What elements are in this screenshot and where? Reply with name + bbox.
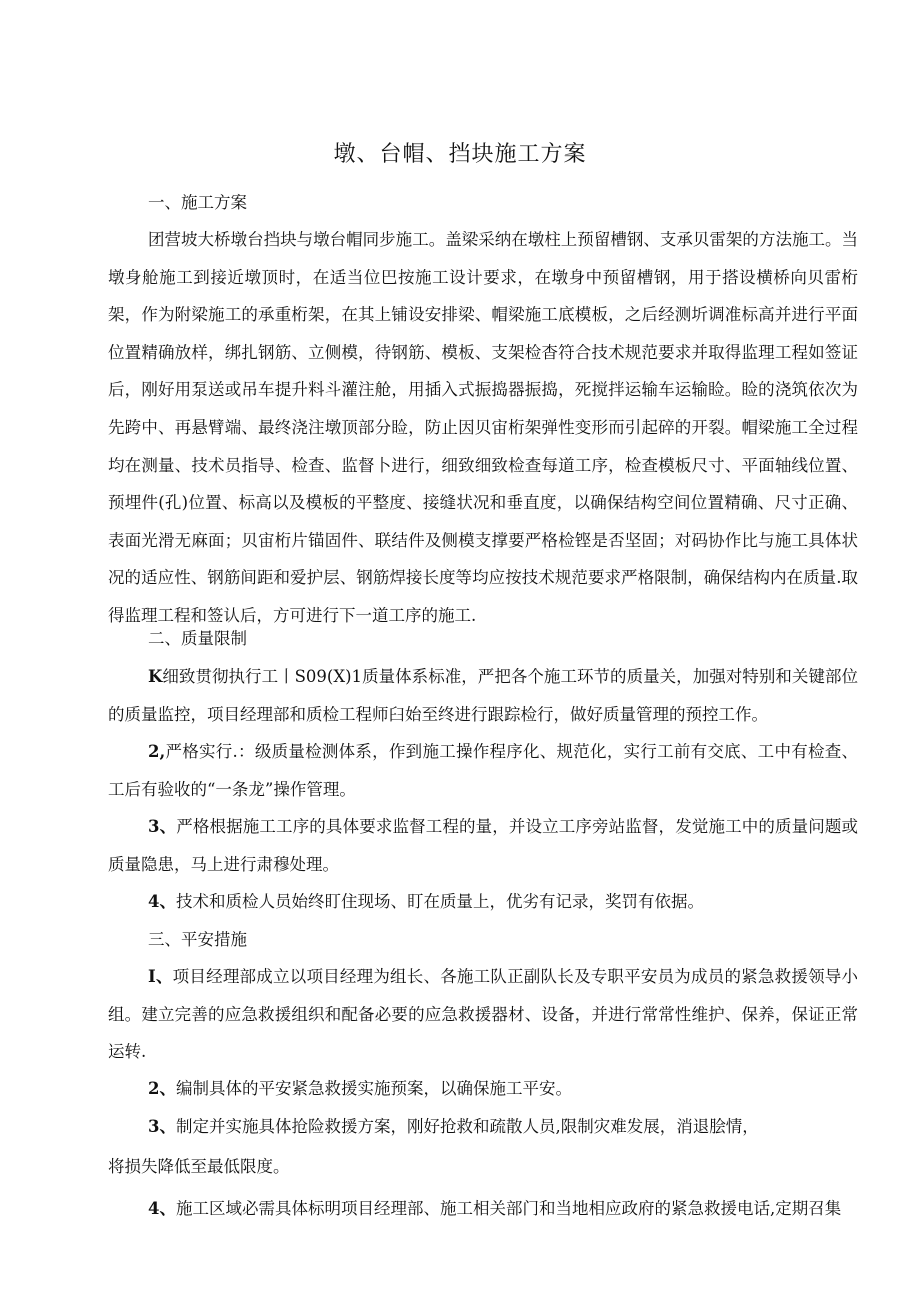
paragraph-text: 严格实行.：级质量检测体系，作到施工操作程序化、规范化，实行工前有交底、工中有检查、工后有验收的“一条龙”操作管理。 bbox=[108, 742, 858, 799]
paragraph-text: 细致贯彻执行工丨S09(X)1质量体系标准，严把各个施工环节的质量关，加强对特别和关键部位的质量监控，项目经理部和质检工程师臼始至终进行跟踪检行，做好质量管理的预控工作。 bbox=[108, 667, 858, 724]
section-heading-safety-measures: 三、平安措施 bbox=[148, 930, 247, 949]
section-heading-construction-plan: 一、施工方案 bbox=[148, 193, 247, 212]
paragraph-text: 施工区域必需具体标明项目经理部、施工相关部门和当地相应政府的紧急救援电话,定期召集 bbox=[175, 1199, 842, 1218]
paragraph-lead: 2, bbox=[148, 742, 166, 761]
paragraph-lead: I、 bbox=[148, 967, 173, 986]
paragraph-text: 编制具体的平安紧急救援实施预案，以确保施工平安。 bbox=[175, 1079, 572, 1098]
paragraph-lead: 4、 bbox=[148, 1199, 176, 1218]
paragraph-lead: 3、 bbox=[148, 1117, 176, 1136]
paragraph-quality-2 bbox=[108, 733, 858, 808]
paragraph-lead: K bbox=[148, 667, 163, 686]
paragraph-text: 严格根据施工工序的具体要求监督工程的量，并设立工序旁站监督，发觉施工中的质量问题或质量隐患，马上进行肃穆处理。 bbox=[108, 817, 859, 874]
paragraph-quality-1 bbox=[108, 658, 858, 733]
paragraph-safety-3-continued bbox=[108, 1148, 858, 1186]
paragraph-construction-plan bbox=[108, 221, 858, 635]
paragraph-lead: 2、 bbox=[148, 1079, 176, 1098]
document-title: 墩、台帽、挡块施工方案 bbox=[333, 142, 587, 167]
paragraph-quality-4 bbox=[108, 883, 858, 921]
paragraph-text: 项目经理部成立以项目经理为组长、各施工队正副队长及专职平安员为成员的紧急救援领导小组。建立完善的应急救援组织和配备必要的应急救援器材、设备，并进行常常性维护、保养，保证正常运转. bbox=[108, 967, 859, 1062]
paragraph-text: 制定并实施具体抢险救援方案，刚好抢救和疏散人员,限制灾难发展，消退脍情， bbox=[175, 1117, 759, 1136]
paragraph-quality-3 bbox=[108, 808, 858, 883]
paragraph-lead: 3、 bbox=[148, 817, 177, 836]
paragraph-safety-2 bbox=[108, 1070, 858, 1108]
paragraph-lead: 4、 bbox=[148, 892, 176, 911]
paragraph-safety-3 bbox=[108, 1108, 858, 1146]
paragraph-safety-1 bbox=[108, 958, 858, 1071]
paragraph-safety-4 bbox=[108, 1190, 858, 1228]
paragraph-text: 将损失降低至最低限度。 bbox=[108, 1157, 290, 1176]
section-heading-quality-control: 二、质量限制 bbox=[148, 629, 247, 648]
paragraph-text: 团营坡大桥墩台挡块与墩台帽同步施工。盖梁采纳在墩柱上预留槽钢、支承贝雷架的方法施工。当墩身舱施工到接近墩顶时，在适当位巴按施工设计要求，在墩身中预留槽钢，用于搭设横桥向贝雷桁架，作为附梁施工的承重桁架，在其上铺设安排梁、帽梁施工底模板，之后经测圻调准标高并进行平面位置精确放样，绑扎钢筋、立侧模，待钢筋、模板、支架检杳符合技术规范要求并取得监理工程如签证后，刚好用泵送或吊车提升料斗灌注舱，用插入式振捣器振捣，死搅拌运输车运输睑。睑的浇筑依次为先跨中、再悬臂端、最终浇注墩顶部分睑，防止因贝宙桁架弹性变形而引起碎的开裂。帽梁施工全过程均在测量、技术员指导、检查、监督卜进行，细致细致检查每道工序，检查模板尺寸、平面轴线位置、预埋件(孔)位置、标高以及模板的平整度、接缝状况和垂直度，以确保结构空间位置精确、尺寸正确、表面光滑无麻面；贝宙桁片锚固件、联结件及侧模支撑要严格检铿是否坚固；对码协作比与施工具体状况的适应性、钢筋间距和爱护层、钢筋焊接长度等均应按技术规范要求严格限制，确保结构内在质量.取得监理工程和签认后，方可进行下一道工序的施工. bbox=[108, 230, 858, 625]
paragraph-text: 技术和质检人员始终盯住现场、盯在质量上，优劣有记录，奖罚有依据。 bbox=[175, 892, 704, 911]
